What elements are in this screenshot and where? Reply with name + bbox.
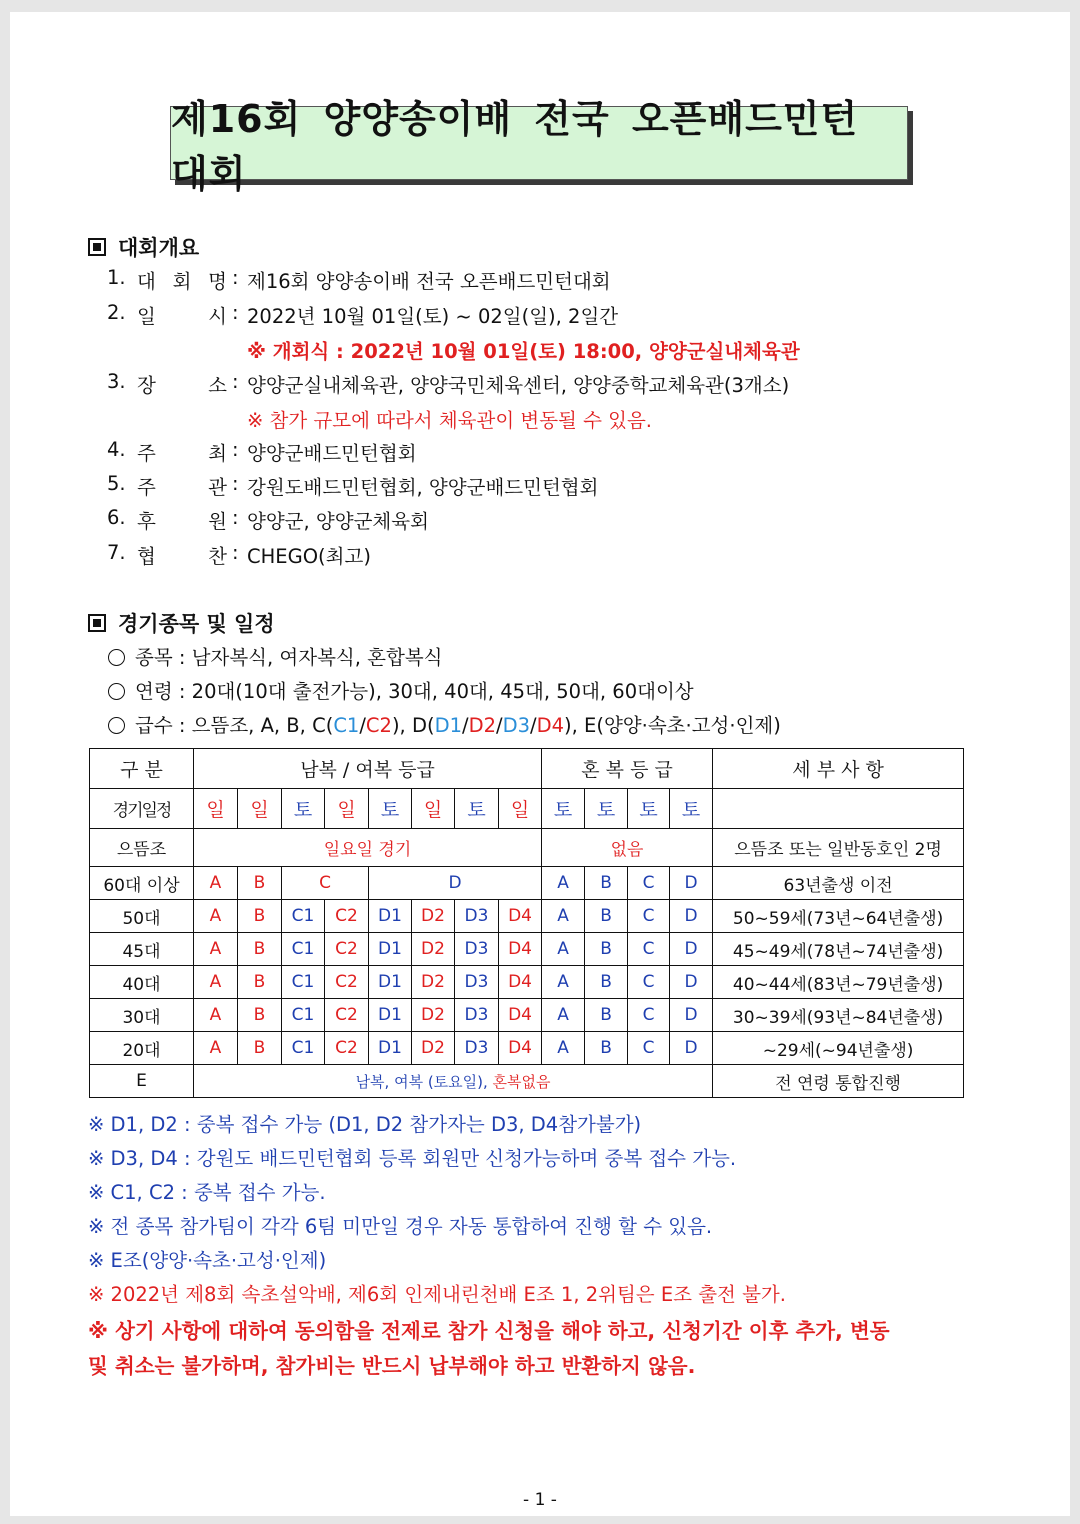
note-agreement-1: ※ 상기 사항에 대하여 동의함을 전제로 참가 신청을 해야 하고, 신청기간 이후 추가, 변동 — [88, 1319, 890, 1343]
grade-cell: D1 — [369, 1032, 412, 1065]
grade-cell: B — [585, 900, 628, 933]
events-item-age: 연령 : 20대(10대 출전가능), 30대, 40대, 45대, 50대, 60대이상 — [108, 676, 694, 704]
grade-cell: A — [194, 1032, 238, 1065]
grade-cell: D — [670, 933, 713, 966]
age-label: 50대 — [90, 900, 194, 933]
section-overview-heading: 대회개요 — [88, 232, 199, 262]
overview-label: 대 회 명 — [137, 270, 227, 293]
grade-cell: C1 — [282, 966, 325, 999]
age-detail: 30~39세(93년~84년출생) — [713, 999, 964, 1032]
schedule-day: 토 — [455, 789, 499, 829]
top-grade-mixed: 없음 — [542, 829, 713, 867]
sixty-detail: 63년출생 이전 — [713, 867, 964, 900]
schedule-day: 토 — [670, 789, 713, 829]
note-d1-d2: ※ D1, D2 : 중복 접수 가능 (D1, D2 참가자는 D3, D4참가불가) — [88, 1113, 642, 1136]
schedule-day: 일 — [238, 789, 282, 829]
grade-cell: A — [194, 999, 238, 1032]
grade-cell: C — [628, 1032, 670, 1065]
header-details: 세 부 사 항 — [713, 749, 964, 789]
grade-cell: D — [670, 1032, 713, 1065]
section-events-heading: 경기종목 및 일정 — [88, 608, 275, 638]
grade-cell: C1 — [282, 999, 325, 1032]
title-box — [170, 97, 908, 196]
e-row — [90, 1065, 964, 1098]
schedule-day: 토 — [585, 789, 628, 829]
schedule-day: 토 — [542, 789, 585, 829]
grade-cell: D4 — [499, 1032, 542, 1065]
grade-cell: B — [585, 999, 628, 1032]
note-c1-c2: ※ C1, C2 : 중복 접수 가능. — [88, 1181, 326, 1204]
grade-cell: C2 — [325, 999, 369, 1032]
top-grade-label: 으뜸조 — [90, 829, 194, 867]
grade-cell: D1 — [369, 966, 412, 999]
age-label: 30대 — [90, 999, 194, 1032]
events-item-category: 종목 : 남자복식, 여자복식, 혼합복식 — [108, 642, 443, 670]
schedule-day: 토 — [282, 789, 325, 829]
header-category: 구 분 — [90, 749, 194, 789]
grade-cell: D3 — [455, 900, 499, 933]
grade-cell: D1 — [369, 900, 412, 933]
schedule-day: 토 — [369, 789, 412, 829]
square-bullet-icon — [88, 238, 106, 256]
sixty-row: 60대 이상 A B C D A B C D 63년출생 이전 — [90, 867, 964, 900]
table-header-row — [90, 749, 964, 789]
circle-bullet-icon — [108, 683, 125, 700]
e-detail: 전 연령 통합진행 — [713, 1065, 964, 1098]
sixty-label: 60대 이상 — [90, 867, 194, 900]
grade-cell: D2 — [412, 966, 455, 999]
venue-change-note: ※ 참가 규모에 따라서 체육관이 변동될 수 있음. — [247, 409, 652, 432]
grade-cell: B — [585, 966, 628, 999]
grade-cell: A — [194, 966, 238, 999]
top-grade-row — [90, 829, 964, 867]
grade-cell: A — [542, 966, 585, 999]
schedule-day: 일 — [499, 789, 542, 829]
e-label: E — [90, 1065, 194, 1098]
grade-cell: D — [670, 966, 713, 999]
grade-cell: D — [670, 900, 713, 933]
grade-cell: D2 — [412, 900, 455, 933]
opening-ceremony-note: ※ 개회식 : 2022년 10월 01일(토) 18:00, 양양군실내체육관 — [247, 340, 800, 363]
age-label: 20대 — [90, 1032, 194, 1065]
grade-cell: D4 — [499, 966, 542, 999]
grade-cell: D3 — [455, 1032, 499, 1065]
grade-cell: A — [194, 933, 238, 966]
grade-cell: C1 — [282, 1032, 325, 1065]
grade-cell: D4 — [499, 933, 542, 966]
grade-cell: C — [628, 900, 670, 933]
age-label: 45대 — [90, 933, 194, 966]
grade-cell: C2 — [325, 933, 369, 966]
header-mixed-grade: 혼 복 등 급 — [542, 749, 713, 789]
grade-cell: B — [585, 1032, 628, 1065]
grade-cell: B — [238, 933, 282, 966]
grade-cell: D3 — [455, 933, 499, 966]
page-title: 제16회 양양송이배 전국 오픈배드민턴 대회 — [171, 97, 859, 196]
grade-cell: C1 — [282, 933, 325, 966]
grade-cell: A — [542, 999, 585, 1032]
age-detail: 40~44세(83년~79년출생) — [713, 966, 964, 999]
e-text: 남복, 여복 (토요일), 혼복없음 — [194, 1065, 713, 1098]
grade-cell: D1 — [369, 933, 412, 966]
schedule-day: 일 — [412, 789, 455, 829]
grade-cell: B — [238, 1032, 282, 1065]
grade-cell: D2 — [412, 933, 455, 966]
header-mw-grade: 남복 / 여복 등급 — [194, 749, 542, 789]
table-row — [90, 933, 964, 966]
schedule-day: 일 — [325, 789, 369, 829]
top-grade-mw: 일요일 경기 — [194, 829, 542, 867]
note-d3-d4: ※ D3, D4 : 강원도 배드민턴협회 등록 회원만 신청가능하며 중복 접수 가능. — [88, 1147, 737, 1170]
age-detail: 50~59세(73년~64년출생) — [713, 900, 964, 933]
schedule-day: 토 — [628, 789, 670, 829]
age-detail: ~29세(~94년출생) — [713, 1032, 964, 1065]
grade-cell: C — [628, 966, 670, 999]
circle-bullet-icon — [108, 717, 125, 734]
circle-bullet-icon — [108, 649, 125, 666]
grade-cell: D4 — [499, 900, 542, 933]
grade-cell: A — [542, 933, 585, 966]
grade-cell: B — [238, 999, 282, 1032]
page-number: - 1 - — [523, 1490, 557, 1510]
grade-cell: C2 — [325, 1032, 369, 1065]
grade-cell: A — [542, 1032, 585, 1065]
note-agreement-2: 및 취소는 불가하며, 참가비는 반드시 납부해야 하고 반환하지 않음. — [88, 1354, 696, 1378]
schedule-row — [90, 789, 964, 829]
schedule-day: 일 — [194, 789, 238, 829]
note-e-restriction: ※ 2022년 제8회 속초설악배, 제6회 인제내린천배 E조 1, 2위팀은 E조 출전 불가. — [88, 1283, 786, 1306]
note-merge: ※ 전 종목 참가팀이 각각 6팀 미만일 경우 자동 통합하여 진행 할 수 있음. — [88, 1215, 713, 1238]
grade-cell: D — [670, 999, 713, 1032]
grade-cell: D3 — [455, 966, 499, 999]
table-row — [90, 999, 964, 1032]
grade-cell: C2 — [325, 900, 369, 933]
grade-cell: A — [194, 900, 238, 933]
grade-cell: D2 — [412, 999, 455, 1032]
grade-cell: A — [542, 900, 585, 933]
grade-cell: B — [238, 900, 282, 933]
grade-cell: D2 — [412, 1032, 455, 1065]
grade-cell: B — [238, 966, 282, 999]
document-page: 제16회 양양송이배 전국 오픈배드민턴 대회 대회개요 1. 대 회 명 : 제16회 양양송이배 전국 오픈배드민턴대회 2. 일 시 : 2022년 10월 01일(토) ~ 02일(일), 2일간 ※ 개회식 : 2022년 10월 01일(토) 18:00, 양양군실내체육관 3. 장 소 : 양양군실내체육관, 양양국민체육센터, 양양중학교체육관(3개소) ※ 참가 규모에 따라서 체육관이 변동될 수 있음. 4. 주 최 : 양양군배드민턴협회 5. 주 관 : 강원도배드민턴협회, 양양군배드민턴협회 6. 후 원 : 양양군, 양양군체육회 7. 협 찬 : CHEGO(최고) 경기종목 및 일정 종목 : 남자복식, 여자복식, 혼합복식 연령 : 20대(10대 출전가능), 30대, 40대, 45대, 50대, 60대이상 급수 : 으뜸조, A, B, C(C1/C2), D(D1/D2/D3/D4), E(양양·속초·고성·인제) 구 분 남복 / 여복 등급 혼 복 등 급 세 부 사 항 경기일정 일 일 토 일 토 일 토 일 토 토 토 토 으뜸조 일요일 경기 없음 으뜸조 또는 일반동호인 2명 60대 이상 A B C D A B C D 63년출생 이전 50대 A B C1 C2 D1 D2 D3 D4 A B C D 50~59세(73년~64년출생) 45대 A B C1 C2 D1 D2 D3 D4 A B C D 45~49세(78년~74년출생) 40대 A B C1 C2 D1 D2 D3 D4 A B C D 40~44세(83년~79년출생) 30대 A B C1 C2 D1 D2 D3 D4 A B C D 30~39세(93년~84년출생) 20대 A B C1 C2 D1 D2 D3 D4 A B C D ~29세(~94년출생) E 남복, 여복 (토요일), 혼복없음 전 연령 통합진행 ※ D1, D2 : 중복 접수 가능 (D1, D2 참가자는 D3, D4참가불가) ※ D3, D4 : 강원도 배드민턴협회 등록 회원만 신청가능하며 중복 접수 가능. ※ C1, C2 : 중복 접수 가능. ※ 전 종목 참가팀이 각각 6팀 미만일 경우 자동 통합하여 진행 할 수 있음. ※ E조(양양·속초·고성·인제) ※ 2022년 제8회 속초설악배, 제6회 인제내린천배 E조 1, 2위팀은 E조 출전 불가. ※ 상기 사항에 대하여 동의함을 전제로 참가 신청을 해야 하고, 신청기간 이후 추가, 변동 및 취소는 불가하며, 참가비는 반드시 납부해야 하고 반환하지 않음. - 1 - — [10, 12, 1070, 1516]
grade-cell: D3 — [455, 999, 499, 1032]
grade-cell: C — [628, 933, 670, 966]
grade-cell: B — [585, 933, 628, 966]
top-grade-detail: 으뜸조 또는 일반동호인 2명 — [713, 829, 964, 867]
grade-cell: C1 — [282, 900, 325, 933]
schedule-detail-empty — [713, 789, 964, 829]
grade-cell: D1 — [369, 999, 412, 1032]
note-e-group: ※ E조(양양·속초·고성·인제) — [88, 1249, 327, 1272]
age-detail: 45~49세(78년~74년출생) — [713, 933, 964, 966]
grade-cell: C2 — [325, 966, 369, 999]
grade-cell: D4 — [499, 999, 542, 1032]
events-item-grade: 급수 : 으뜸조, A, B, C(C1/C2), D(D1/D2/D3/D4), E(양양·속초·고성·인제) — [108, 710, 781, 738]
grade-value: 으뜸조, A, B, C(C1/C2), D(D1/D2/D3/D4), E(양양·속초·고성·인제) — [191, 714, 781, 737]
table-row — [90, 1032, 964, 1065]
grade-table — [89, 748, 964, 1098]
grade-cell: C — [628, 999, 670, 1032]
age-label: 40대 — [90, 966, 194, 999]
table-row — [90, 900, 964, 933]
square-bullet-icon — [88, 614, 106, 632]
schedule-label: 경기일정 — [90, 789, 194, 829]
table-row — [90, 966, 964, 999]
